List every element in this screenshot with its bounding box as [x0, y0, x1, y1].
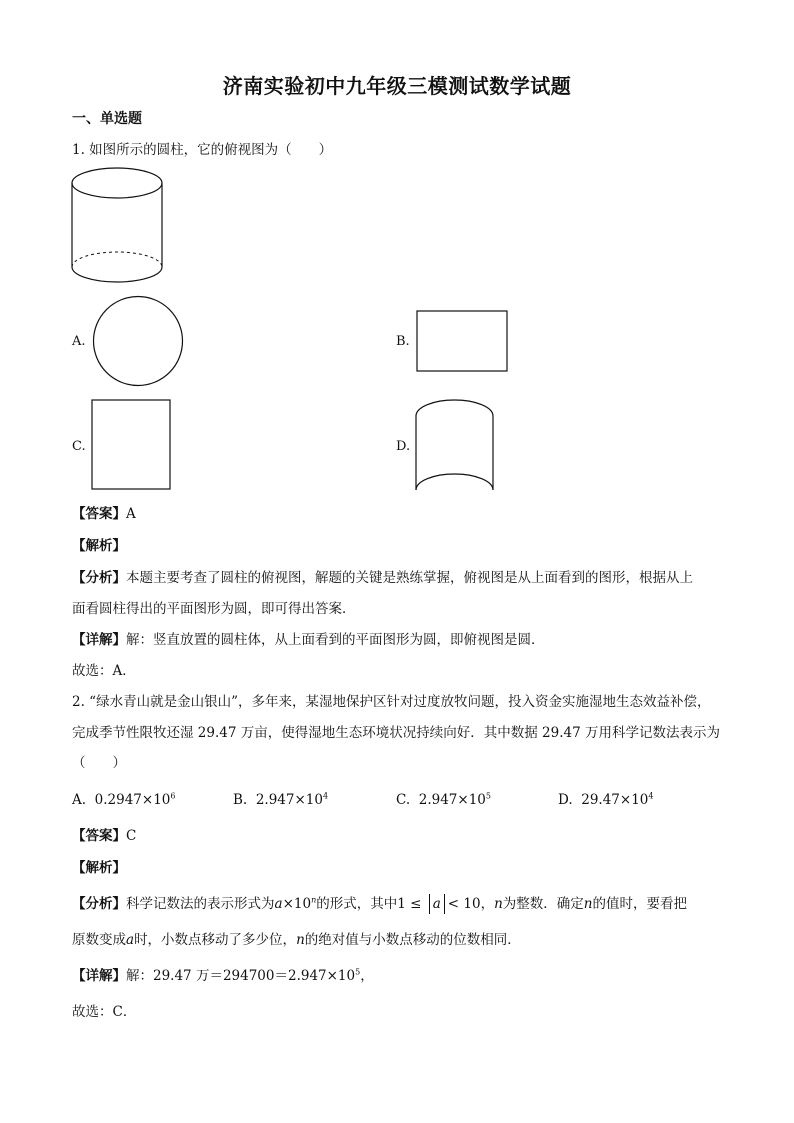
q1-xiangjie-line: [72, 630, 545, 650]
fenxi-tag: 【分析】: [72, 570, 126, 586]
q2-fenxi-text-c: ，: [480, 896, 495, 912]
formula-a: a: [274, 896, 283, 912]
var-a: a: [126, 932, 135, 948]
answer-tag: 【答案】: [72, 828, 126, 844]
q2-analysis-tag: 【解析】: [72, 860, 126, 876]
q1-option-c-rectangle: [91, 399, 172, 491]
q1-fenxi-line1: [72, 568, 693, 588]
q2-fenxi-text-e: 的值时，要看把: [592, 896, 687, 912]
var-n: n: [296, 932, 305, 948]
q2-fenxi-line1: [72, 894, 687, 914]
q2-stem-line3: （ ）: [72, 755, 126, 771]
q2-xiangjie-text: 解：29.47 万＝294700＝2.947×10: [126, 968, 356, 984]
answer-tag: 【答案】: [72, 506, 126, 522]
q2-stem-line1: 2. “绿水青山就是金山银山”，多年来，某湿地保护区针对过度放牧问题，投入资金实施湿地生态效益补偿，: [72, 694, 711, 710]
q2-answer: C: [126, 828, 137, 844]
q1-option-c-label: C.: [72, 439, 86, 454]
q2-xiangjie-exp: 5: [355, 967, 361, 977]
q2-option-b: [233, 790, 328, 810]
q1-fenxi-text: 本题主要考查了圆柱的俯视图，解题的关键是熟练掌握，俯视图是从上面看到的图形，根据从上: [126, 570, 693, 586]
q2-fenxi-text-a: 科学记数法的表示形式为: [126, 896, 275, 912]
fenxi-tag: 【分析】: [72, 896, 126, 912]
q2-answer-line: [72, 826, 136, 846]
q1-answer: A: [126, 506, 136, 522]
q2-option-c: [396, 790, 491, 810]
q1-option-d-label: D.: [396, 439, 411, 454]
q2-option-a-base: 0.2947×10: [94, 792, 171, 808]
q2-option-d-letter: D.: [558, 792, 573, 808]
q1-select: 故选：A．: [72, 663, 136, 679]
q2-fenxi-line2: [72, 930, 521, 950]
q1-answer-line: [72, 504, 136, 524]
q2-fenxi-text-d: 为整数．确定: [502, 896, 584, 912]
q2-option-d: [558, 790, 653, 810]
q1-xiangjie-text: 解：竖直放置的圆柱体，从上面看到的平面图形为圆，即俯视图是圆．: [126, 632, 545, 648]
q2-option-c-letter: C.: [396, 792, 411, 808]
xiangjie-tag: 【详解】: [72, 632, 126, 648]
q1-option-a-label: A.: [72, 334, 86, 349]
q2-option-b-letter: B.: [233, 792, 248, 808]
q1-option-b-label: B.: [396, 334, 410, 349]
formula-times: ×10: [282, 896, 312, 912]
cylinder-figure: [70, 166, 165, 284]
q2-fenxi-line2-b: 时，小数点移动了多少位，: [134, 932, 297, 948]
section-heading: 一、单选题: [72, 111, 142, 127]
ineq-a: a: [432, 896, 441, 912]
abs-value-box: [429, 894, 445, 914]
q2-option-a: [72, 790, 175, 810]
q2-xiangjie-comma: ，: [360, 968, 374, 984]
q2-fenxi-text-b: 的形式，其中: [316, 896, 398, 912]
var-n: n: [494, 896, 503, 912]
ineq-left: 1 ≤: [397, 896, 422, 912]
q1-analysis-tag: 【解析】: [72, 538, 126, 554]
formula-n: n: [311, 895, 317, 905]
q2-option-b-base: 2.947×10: [255, 792, 323, 808]
q2-option-c-base: 2.947×10: [418, 792, 486, 808]
q2-stem-line2: 完成季节性限牧还湿 29.47 万亩，使得湿地生态环境状况持续向好．其中数据 29.47 万用科学记数法表示为: [72, 725, 720, 741]
xiangjie-tag: 【详解】: [72, 968, 126, 984]
q2-xiangjie-line: [72, 966, 374, 986]
q1-option-d-curved-shape: [415, 399, 495, 493]
q2-option-d-exp: 4: [648, 791, 654, 801]
page-title: 济南实验初中九年级三模测试数学试题: [222, 74, 572, 98]
q2-option-d-base: 29.47×10: [581, 792, 649, 808]
q2-option-a-exp: 6: [170, 791, 176, 801]
var-n: n: [583, 896, 593, 912]
q1-option-b-rectangle: [416, 310, 508, 373]
q1-stem: 1. 如图所示的圆柱，它的俯视图为（ ）: [72, 142, 333, 158]
q2-select: 故选：C．: [72, 1004, 137, 1020]
q2-option-b-exp: 4: [322, 791, 329, 801]
q2-option-a-letter: A.: [72, 792, 87, 808]
q2-fenxi-line2-a: 原数变成: [72, 932, 126, 948]
q2-option-c-exp: 5: [485, 791, 491, 801]
q1-option-a-circle: [92, 295, 184, 387]
ineq-right: < 10: [447, 896, 481, 912]
q1-fenxi-line2: 面看圆柱得出的平面图形为圆，即可得出答案．: [72, 601, 356, 617]
q2-fenxi-line2-c: 的绝对值与小数点移动的位数相同．: [304, 932, 521, 948]
